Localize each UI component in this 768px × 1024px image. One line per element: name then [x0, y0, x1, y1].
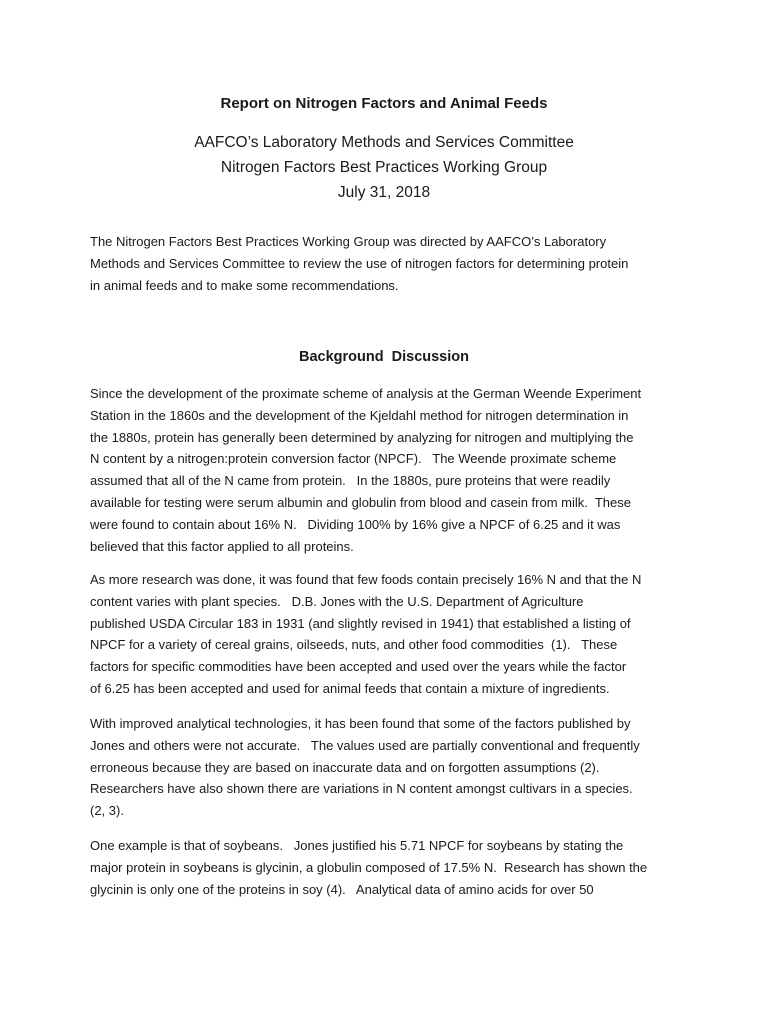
- working-group-name: Nitrogen Factors Best Practices Working Group: [220, 159, 548, 176]
- intro-paragraph: [90, 231, 690, 296]
- text-line: available for testing were serum albumin and globulin from blood and casein from milk. These: [90, 494, 631, 510]
- text-line: Methods and Services Committee to review the use of nitrogen factors for determining protein: [90, 255, 629, 271]
- text-line: glycinin is only one of the proteins in soy (4). Analytical data of amino acids for over 50: [90, 881, 594, 897]
- text-line: major protein in soybeans is glycinin, a globulin composed of 17.5% N. Research has shown the: [90, 859, 648, 875]
- text-line: of 6.25 has been accepted and used for animal feeds that contain a mixture of ingredients.: [90, 680, 610, 696]
- text-line: N content by a nitrogen:protein conversion factor (NPCF). The Weende proximate scheme: [90, 451, 617, 467]
- text-line: published USDA Circular 183 in 1931 (and slightly revised in 1941) that established a listing of: [90, 615, 631, 631]
- text-line: believed that this factor applied to all proteins.: [90, 538, 354, 554]
- body-paragraph: [90, 713, 690, 822]
- text-line: the 1880s, protein has generally been determined by analyzing for nitrogen and multiplying the: [90, 429, 634, 445]
- text-line: As more research was done, it was found that few foods contain precisely 16% N and that the N: [90, 572, 642, 587]
- text-line: in animal feeds and to make some recommendations.: [90, 277, 399, 293]
- body-paragraph: [90, 569, 690, 700]
- committee-name: AAFCO’s Laboratory Methods and Services Committee: [194, 134, 574, 151]
- text-line: NPCF for a variety of cereal grains, oilseeds, nuts, and other food commodities (1). These: [90, 637, 618, 653]
- text-line: assumed that all of the N came from protein. In the 1880s, pure proteins that were readily: [90, 473, 611, 489]
- text-line: factors for specific commodities have been accepted and used over the years while the factor: [90, 659, 627, 675]
- body-paragraph: [90, 383, 690, 557]
- text-line: With improved analytical technologies, it has been found that some of the factors published by: [90, 716, 631, 731]
- text-line: were found to contain about 16% N. Dividing 100% by 16% give a NPCF of 6.25 and it was: [90, 516, 621, 532]
- report-date: July 31, 2018: [337, 184, 431, 201]
- body-paragraph: [90, 835, 690, 900]
- text-line: Jones and others were not accurate. The values used are partially conventional and frequently: [90, 737, 640, 753]
- text-line: The Nitrogen Factors Best Practices Working Group was directed by AAFCO’s Laboratory: [90, 234, 607, 249]
- section-heading: Background Discussion: [298, 349, 469, 365]
- text-line: Station in the 1860s and the development of the Kjeldahl method for nitrogen determination in: [90, 407, 629, 423]
- text-line: erroneous because they are based on inaccurate data and on forgotten assumptions (2).: [90, 759, 600, 775]
- text-line: One example is that of soybeans. Jones justified his 5.71 NPCF for soybeans by stating the: [90, 838, 624, 853]
- text-line: Since the development of the proximate scheme of analysis at the German Weende Experiment: [90, 386, 642, 401]
- text-line: (2, 3).: [90, 803, 124, 819]
- text-line: content varies with plant species. D.B. Jones with the U.S. Department of Agriculture: [90, 593, 584, 609]
- text-line: Researchers have also shown there are variations in N content amongst cultivars in a species.: [90, 781, 633, 797]
- document-title: Report on Nitrogen Factors and Animal Feeds: [220, 95, 548, 112]
